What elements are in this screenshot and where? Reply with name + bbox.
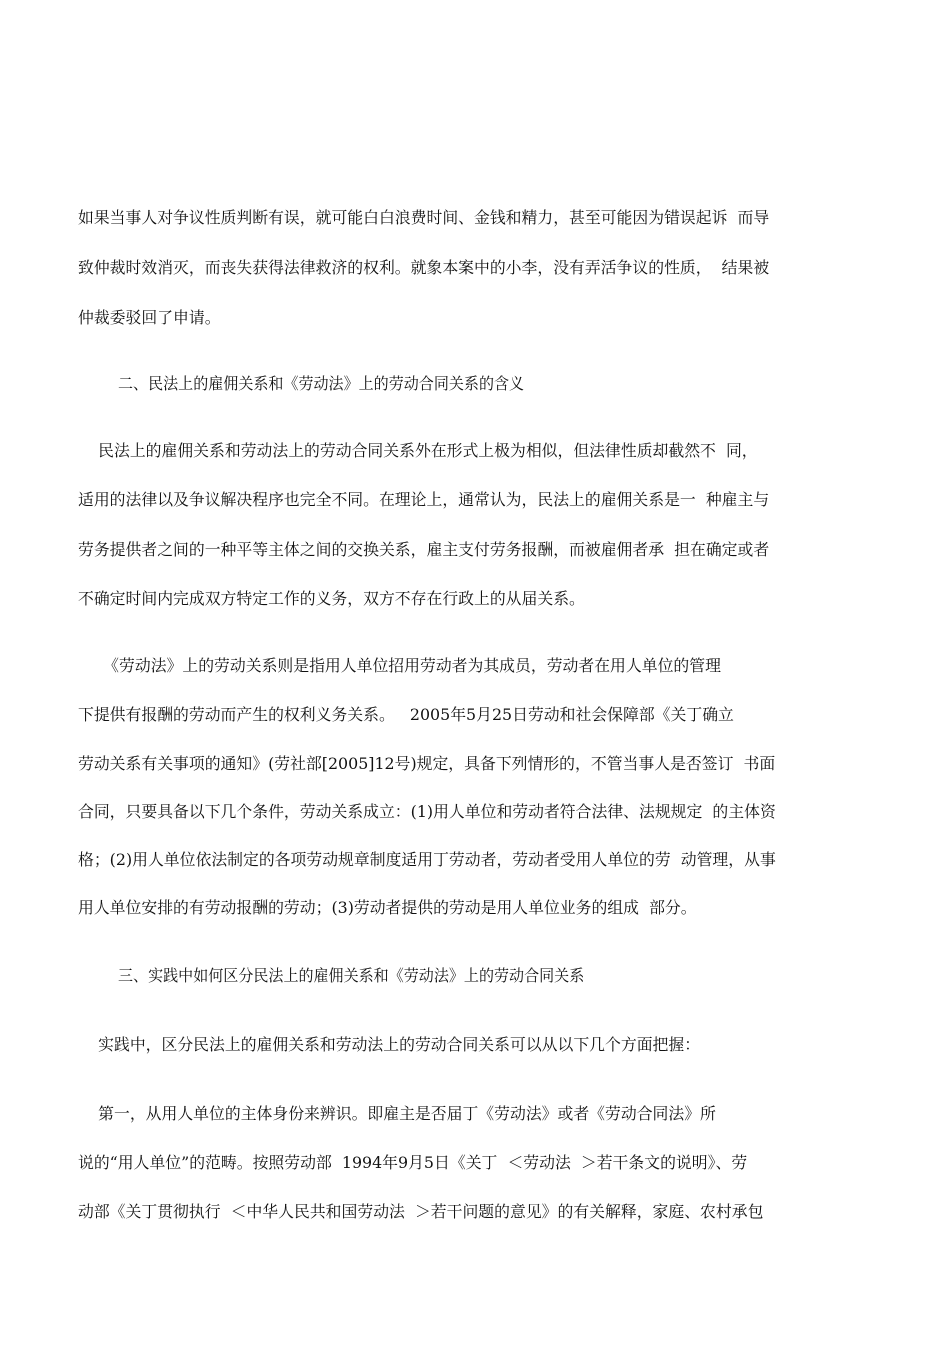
paragraph-1-line-1: 如果当事人对争议性质判断有误，就可能白白浪费时间、金钱和精力，甚至可能因为错误起诉 而导 [78,208,770,227]
section-heading-2: 二、民法上的雇佣关系和《劳动法》上的劳动合同关系的含义 [118,374,525,393]
paragraph-5-line-1: 第一，从用人单位的主体身份来辨识。即雇主是否届丁《劳动法》或者《劳动合同法》所 [78,1104,716,1123]
paragraph-5-line-2: 说的“用人单位”的范畴。按照劳动部 1994年9月5日《关丁 ＜劳动法 ＞若干条文的说明》、劳 [78,1153,748,1172]
section-heading-3: 三、实践中如何区分民法上的雇佣关系和《劳动法》上的劳动合同关系 [118,966,585,985]
paragraph-1-line-2: 致仲裁时效消灭，而丧失获得法律救济的权利。就象本案中的小李，没有弄活争议的性质， 结果被 [78,258,770,277]
paragraph-3-line-2: 下提供有报酬的劳动而产生的权利义务关系。 2005年5月25日劳动和社会保障部《关丁确立 [78,705,734,724]
paragraph-2-line-3: 劳务提供者之间的一种平等主体之间的交换关系，雇主支付劳务报酬，而被雇佣者承 担在确定或者 [78,540,770,559]
paragraph-2-line-1: 民法上的雇佣关系和劳动法上的劳动合同关系外在形式上极为相似，但法律性质却截然不 同， [78,441,758,460]
paragraph-3-line-4: 合同，只要具备以下几个条件，劳动关系成立：(1)用人单位和劳动者符合法律、法规规定 的主体资 [78,802,776,821]
paragraph-3-line-5: 格；(2)用人单位依法制定的各项劳动规章制度适用丁劳动者，劳动者受用人单位的劳 动管理，从事 [78,850,776,869]
paragraph-2-line-2: 适用的法律以及争议解决程序也完全不同。在理论上，通常认为，民法上的雇佣关系是一 种雇主与 [78,490,770,509]
paragraph-3-line-3: 劳动关系有关事项的通知》(劳社部[2005]12号)规定，具备下列情形的，不管当事人是否签订 书面 [78,754,776,773]
paragraph-1-line-3: 仲裁委驳回了申请。 [78,308,221,327]
paragraph-3-line-6: 用人单位安排的有劳动报酬的劳动；(3)劳动者提供的劳动是用人单位业务的组成 部分。 [78,898,697,917]
paragraph-2-line-4: 不确定时间内完成双方特定工作的义务，双方不存在行政上的从届关系。 [78,589,585,608]
paragraph-5-line-3: 动部《关丁贯彻执行 ＜中华人民共和国劳动法 ＞若干问题的意见》的有关解释，家庭、农村承包 [78,1202,764,1221]
paragraph-3-line-1: 《劳动法》上的劳动关系则是指用人单位招用劳动者为其成员，劳动者在用人单位的管理 [78,656,721,675]
paragraph-4-line-1: 实践中，区分民法上的雇佣关系和劳动法上的劳动合同关系可以从以下几个方面把握： [78,1035,701,1054]
